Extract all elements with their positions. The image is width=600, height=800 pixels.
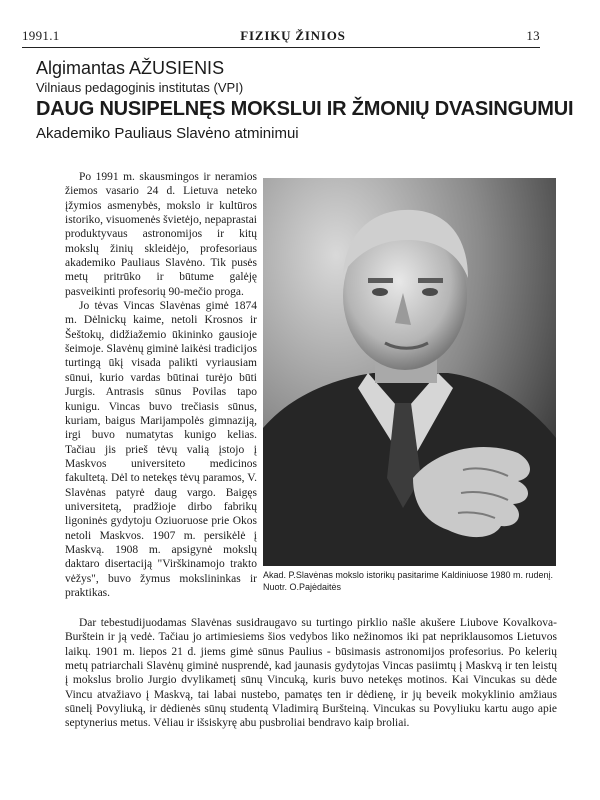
author-affiliation: Vilniaus pedagoginis institutas (VPI) [36, 80, 244, 95]
issue-number: 1991.1 [22, 28, 60, 43]
paragraph-3: Dar tebestudijuodamas Slavėnas susidraugavo su turtingo pirklio našle akušere Liubove Kovalkova-Burštein ir ją vedė. Tačiau jo artimiesiems šios vedybos liko nežinomos iki pat nepriklausomos Lietuvos laikų. 1901 m. liepos 21 d. jiems gimė sūnus Paulius - būsimasis astronomijos profesorius. Po kelerių metų patriarchali Slavėnų giminė nusprendė, kad jaunasis gydytojas Vincas pasiimtų į Maskvą ir ten leistų į mokslus brolio Jurgio dvylikametį sūnų Vincuką, kuris buvo netekęs motinos. Kai Vincukas su dėde Vincu atvažiavo į Maskvą, tai labai nustebo, pamatęs ten ir dėdienę, ir jų beveik mokyklinio amžiaus sūnelį Povyliuką, ir dėdienės sūnų studentą Vladimirą Buršteiną. Vincukas su Povyliuku kartu augo apie septynerius metus. Vėliau ir išsiskyrę abu pusbroliai bendravo kaip broliai. [65, 617, 557, 730]
left-text-column [65, 170, 257, 600]
portrait-photo [263, 178, 556, 566]
article-subtitle: Akademiko Pauliaus Slavėno atminimui [36, 125, 299, 142]
photo-caption: Akad. P.Slavėnas mokslo istorikų pasitarime Kaldiniuose 1980 m. rudenį. Nuotr. O.Pajėdaitės [263, 570, 553, 592]
journal-name: FIZIKŲ ŽINIOS [240, 28, 346, 43]
header-rule [22, 47, 540, 48]
full-width-text [65, 616, 557, 731]
article-author: Algimantas AŽUSIENIS [36, 58, 225, 78]
page-number: 13 [526, 28, 540, 43]
paragraph-2: Jo tėvas Vincas Slavėnas gimė 1874 m. Dėlnickų kaime, netoli Krosnos ir Šeštokų, didžiažemio ūkininko gausioje šeimoje. Slavėnų giminė laikėsi tradicijos turtingą ūkį visada palikti vyriausiam sūnui, kurio vardas būtinai turėjo būti Jurgis. Antrasis sūnus Povilas tapo kunigu. Vincas buvo trečiasis sūnus, kuriam, baigus Marijampolės gimnaziją, irgi buvo numatytas kunigo kelias. Tačiau jis prieš tėvų valią įstojo į Maskvos universiteto medicinos fakultetą. Dėl to netekęs tėvų paramos, V. Slavėnas patyrė daug vargo. Baigęs universitetą, pradžioje dirbo fabrikų ligoninės gydytoju Oziuoruose prie Okos netoli Maskvos. 1907 m. persikėlė į Maskvą. 1908 m. apsigynė mokslų daktaro disertaciją "Virškinamojo trakto vėžys", buvo žymus mokslininkas ir praktikas. [65, 300, 257, 599]
article-title: DAUG NUSIPELNĘS MOKSLUI IR ŽMONIŲ DVASINGUMUI [36, 98, 574, 120]
paragraph-1: Po 1991 m. skausmingos ir neramios žiemos vasario 24 d. Lietuva neteko įžymios asmenybės, mokslo ir kultūros istoriko, visuomenės švietėjo, nepaprastai produktyvaus astronomijos ir kitų mokslų žinių skleidėjo, profesoriaus akademiko Pauliaus Slavėno. Tik pusės metų pritrūko ir būtume galėję pasveikinti profesorių 90-mečio proga. [65, 171, 257, 298]
running-header [22, 24, 540, 44]
